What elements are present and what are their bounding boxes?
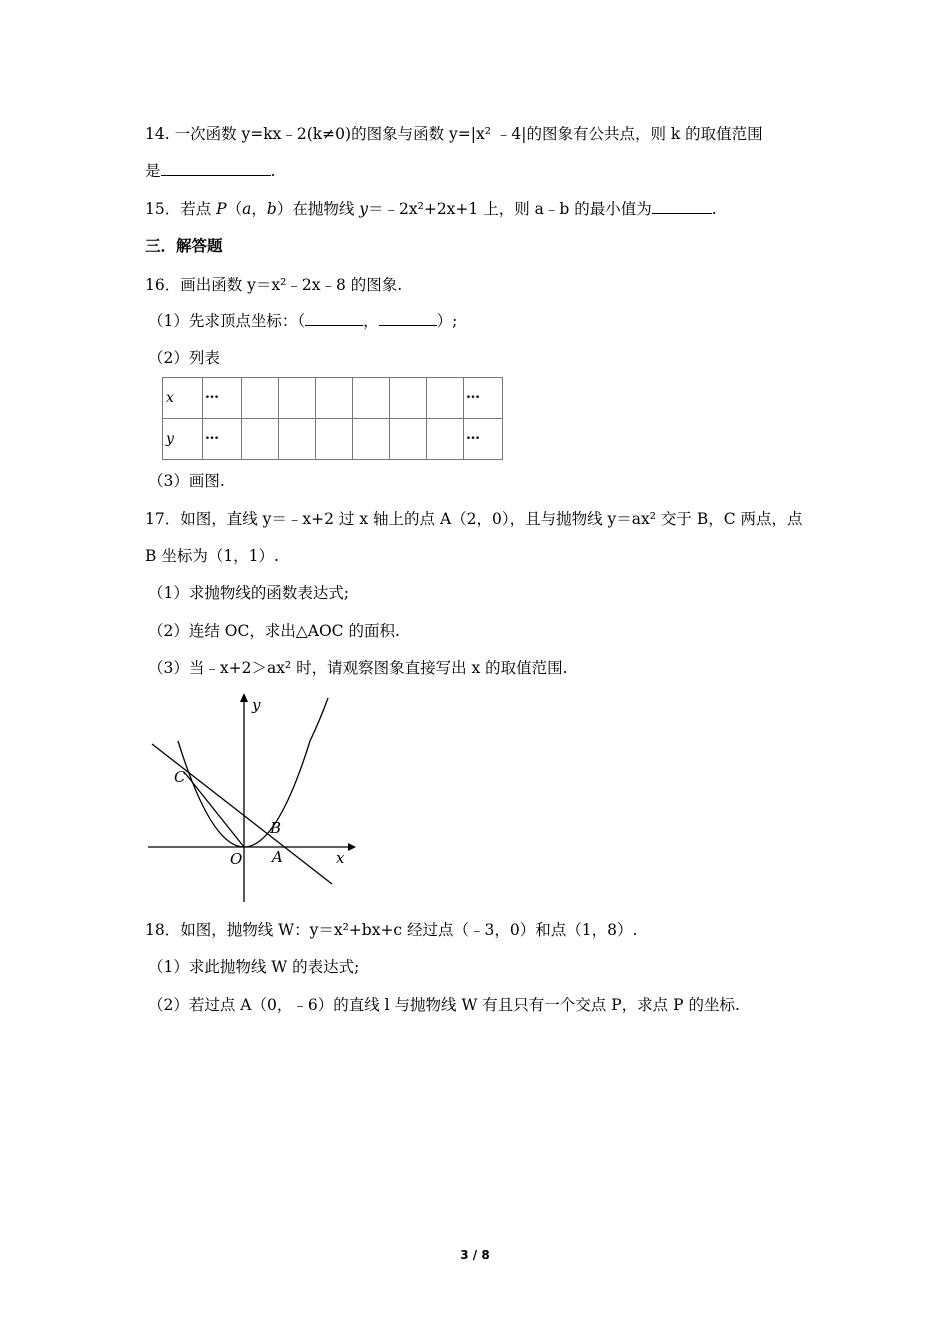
table-cell[interactable] <box>279 378 316 419</box>
segment-oc <box>185 773 244 847</box>
q17-figure <box>140 690 360 905</box>
label-b: B <box>270 819 282 837</box>
q15-answer-blank[interactable] <box>652 199 712 214</box>
q15-expr: ＝﹣2x²+2x+1 上，则 a﹣b 的最小值为 <box>368 200 652 218</box>
section-heading: 三．解答题 <box>145 236 223 255</box>
q15-mid3: ）在抛物线 <box>276 200 360 218</box>
q16-part3: （3）画图. <box>148 472 225 490</box>
label-c: C <box>174 768 186 786</box>
table-row-x <box>163 378 503 419</box>
q16-stem: 16．画出函数 y＝x²﹣2x﹣8 的图象. <box>145 276 403 294</box>
table-cell[interactable] <box>316 378 353 419</box>
table-cell[interactable] <box>279 419 316 460</box>
q15-y: y <box>359 200 369 218</box>
q16-part1 <box>148 311 457 331</box>
table-row-y <box>163 419 503 460</box>
x-axis-arrow <box>348 843 356 851</box>
q17-stem2: B 坐标为（1，1）. <box>145 547 279 565</box>
label-a: A <box>272 848 283 866</box>
table-cell[interactable] <box>427 378 464 419</box>
q16-part2: （2）列表 <box>148 349 220 367</box>
q17-part3: （3）当﹣x+2＞ax² 时，请观察图象直接写出 x 的取值范围. <box>148 659 568 677</box>
q15-mid2: ， <box>251 200 267 218</box>
q16-part1-mid: ， <box>363 312 379 330</box>
label-o: O <box>230 850 243 868</box>
q15-b: b <box>266 200 277 218</box>
q14-line2 <box>145 161 275 181</box>
table-cell[interactable] <box>390 378 427 419</box>
table-cell[interactable] <box>242 419 279 460</box>
q16-part1-post: ）; <box>436 312 458 330</box>
q15-mid1: （ <box>226 200 243 218</box>
q18-part2: （2）若过点 A（0，﹣6）的直线 l 与抛物线 W 有且只有一个交点 P，求点 P 的坐标. <box>148 996 740 1014</box>
table-cell[interactable] <box>353 378 390 419</box>
q14-line2-pre: 是 <box>145 162 161 180</box>
q14-answer-blank[interactable] <box>161 161 271 176</box>
value-table <box>162 377 503 460</box>
page-number: 3 / 8 <box>460 1248 490 1262</box>
q15-p: P <box>216 200 227 218</box>
q17-part2: （2）连结 OC，求出△AOC 的面积. <box>148 622 400 640</box>
table-cell-ellipsis: … <box>203 378 242 419</box>
q18-part1: （1）求此抛物线 W 的表达式; <box>148 958 360 976</box>
y-axis-arrow <box>240 693 248 702</box>
q15-line <box>145 199 717 219</box>
q17-part1: （1）求抛物线的函数表达式; <box>148 584 350 602</box>
table-cell[interactable] <box>242 378 279 419</box>
table-cell[interactable] <box>390 419 427 460</box>
q15-pre: 15．若点 <box>145 200 217 218</box>
q16-vertex-x-blank[interactable] <box>305 311 363 326</box>
label-y: y <box>252 696 261 714</box>
table-cell-ellipsis: … <box>464 378 503 419</box>
q17-stem1: 17．如图，直线 y＝﹣x+2 过 x 轴上的点 A（2，0），且与抛物线 y＝ax² 交于 B，C 两点，点 <box>145 510 803 528</box>
table-cell[interactable] <box>316 419 353 460</box>
label-x: x <box>336 849 345 867</box>
q14-line2-post: . <box>270 162 276 180</box>
q15-a: a <box>242 200 252 218</box>
parabola-right-arm <box>310 698 328 741</box>
q14-line1: 14. 一次函数 y=kx﹣2(k≠0)的图象与函数 y=|x² ﹣4|的图象有公共点，则 k 的取值范围 <box>145 125 763 143</box>
table-cell-ellipsis: … <box>203 419 242 460</box>
q16-vertex-y-blank[interactable] <box>379 311 437 326</box>
q16-part1-pre: （1）先求顶点坐标：（ <box>148 312 306 330</box>
table-cell-x-label: x <box>163 378 203 419</box>
q18-stem: 18．如图，抛物线 W：y＝x²+bx+c 经过点（﹣3，0）和点（1，8）. <box>145 921 638 939</box>
table-cell-ellipsis: … <box>464 419 503 460</box>
table-cell[interactable] <box>353 419 390 460</box>
q15-post: . <box>711 200 717 218</box>
table-cell[interactable] <box>427 419 464 460</box>
table-cell-y-label: y <box>163 419 203 460</box>
